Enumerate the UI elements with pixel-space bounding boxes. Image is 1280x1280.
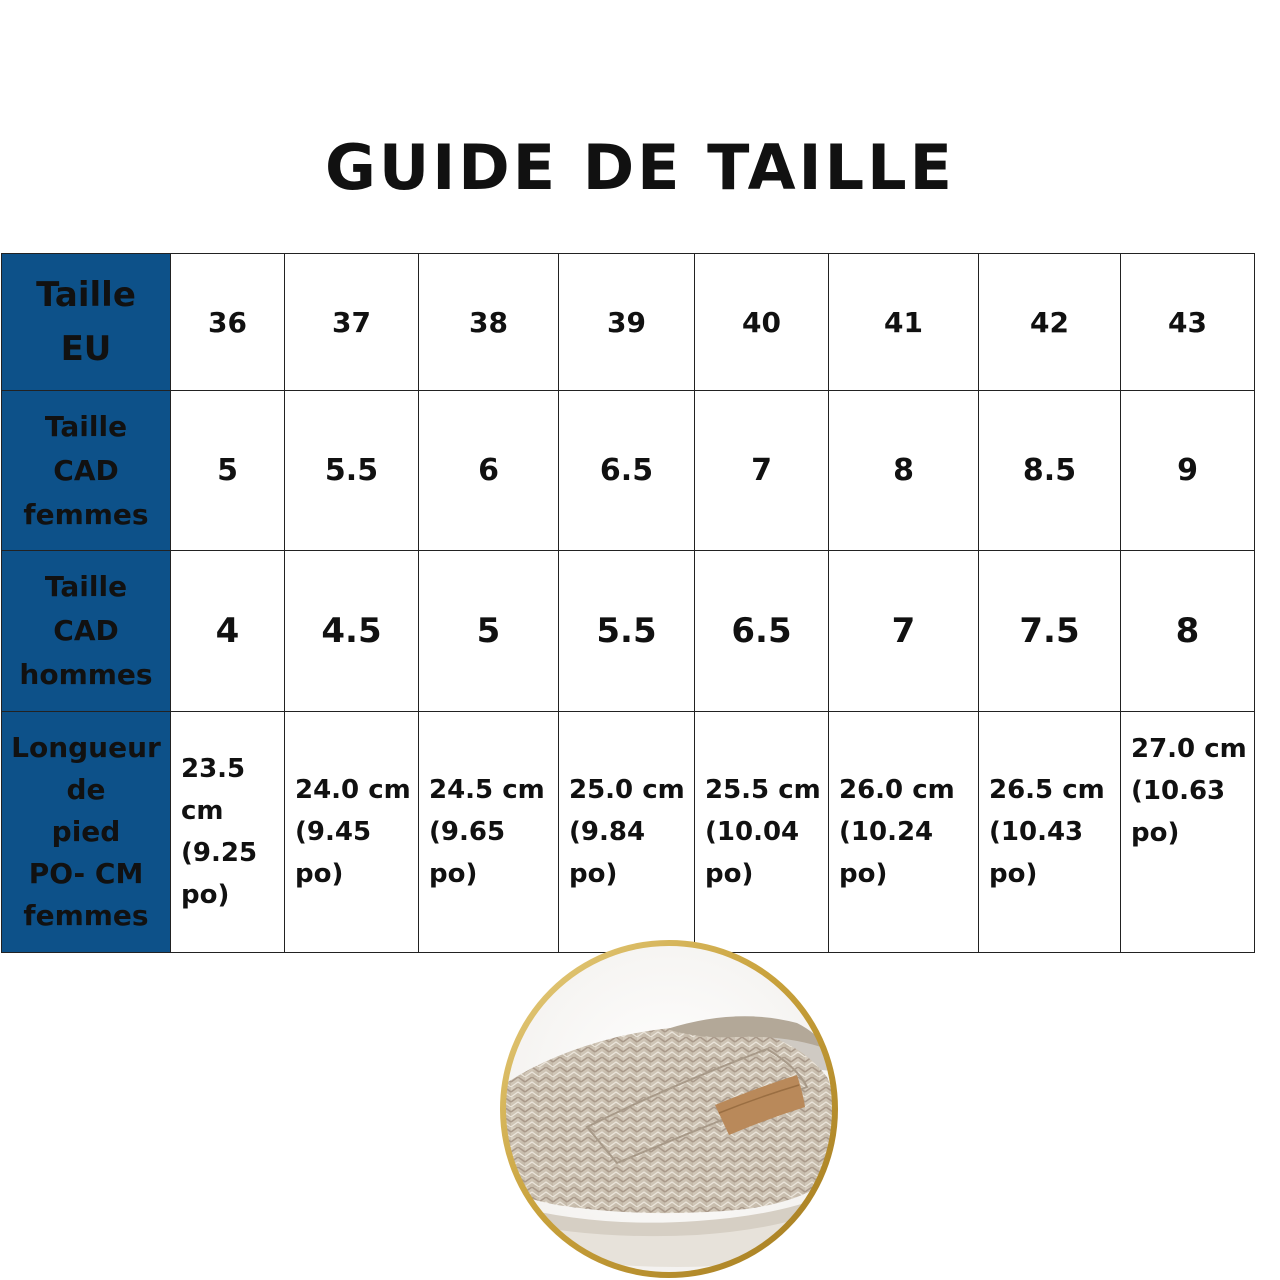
row-header-cad-men: Taille CAD hommes (2, 551, 171, 712)
cell-cad-men: 5 (419, 551, 559, 712)
cell-eu: 40 (695, 254, 829, 391)
cell-foot-length: 25.0 cm (9.84 po) (559, 712, 695, 953)
cell-cad-women: 5.5 (285, 391, 419, 551)
cell-eu: 41 (829, 254, 979, 391)
cell-cad-men: 7 (829, 551, 979, 712)
cell-cad-women: 9 (1121, 391, 1255, 551)
cell-cad-men: 4.5 (285, 551, 419, 712)
cell-cad-women: 5 (171, 391, 285, 551)
cell-cad-women: 8 (829, 391, 979, 551)
row-header-foot-length: Longueur de pied PO- CM femmes (2, 712, 171, 953)
row-eu-size (2, 254, 1255, 391)
cell-eu: 39 (559, 254, 695, 391)
cell-cad-men: 6.5 (695, 551, 829, 712)
cell-eu: 43 (1121, 254, 1255, 391)
cell-foot-length: 24.5 cm (9.65 po) (419, 712, 559, 953)
row-header-cad-women: Taille CAD femmes (2, 391, 171, 551)
slipper-shoe-photo (497, 937, 841, 1280)
cell-foot-length: 23.5 cm (9.25 po) (171, 712, 285, 953)
cell-foot-length: 24.0 cm (9.45 po) (285, 712, 419, 953)
size-guide-table (1, 253, 1255, 953)
cell-cad-men: 8 (1121, 551, 1255, 712)
cell-cad-men: 5.5 (559, 551, 695, 712)
cell-eu: 42 (979, 254, 1121, 391)
row-cad-women (2, 391, 1255, 551)
cell-eu: 38 (419, 254, 559, 391)
row-header-eu: Taille EU (2, 254, 171, 391)
cell-cad-women: 6.5 (559, 391, 695, 551)
cell-foot-length: 26.5 cm (10.43 po) (979, 712, 1121, 953)
cell-foot-length: 27.0 cm (10.63 po) (1121, 712, 1255, 953)
cell-cad-women: 7 (695, 391, 829, 551)
cell-eu: 36 (171, 254, 285, 391)
page-title: GUIDE DE TAILLE (324, 131, 955, 204)
row-foot-length (2, 712, 1255, 953)
cell-cad-men: 7.5 (979, 551, 1121, 712)
slipper-shoe-icon (497, 937, 841, 1280)
cell-cad-women: 6 (419, 391, 559, 551)
cell-cad-women: 8.5 (979, 391, 1121, 551)
row-cad-men (2, 551, 1255, 712)
cell-cad-men: 4 (171, 551, 285, 712)
cell-eu: 37 (285, 254, 419, 391)
cell-foot-length: 25.5 cm (10.04 po) (695, 712, 829, 953)
cell-foot-length: 26.0 cm (10.24 po) (829, 712, 979, 953)
